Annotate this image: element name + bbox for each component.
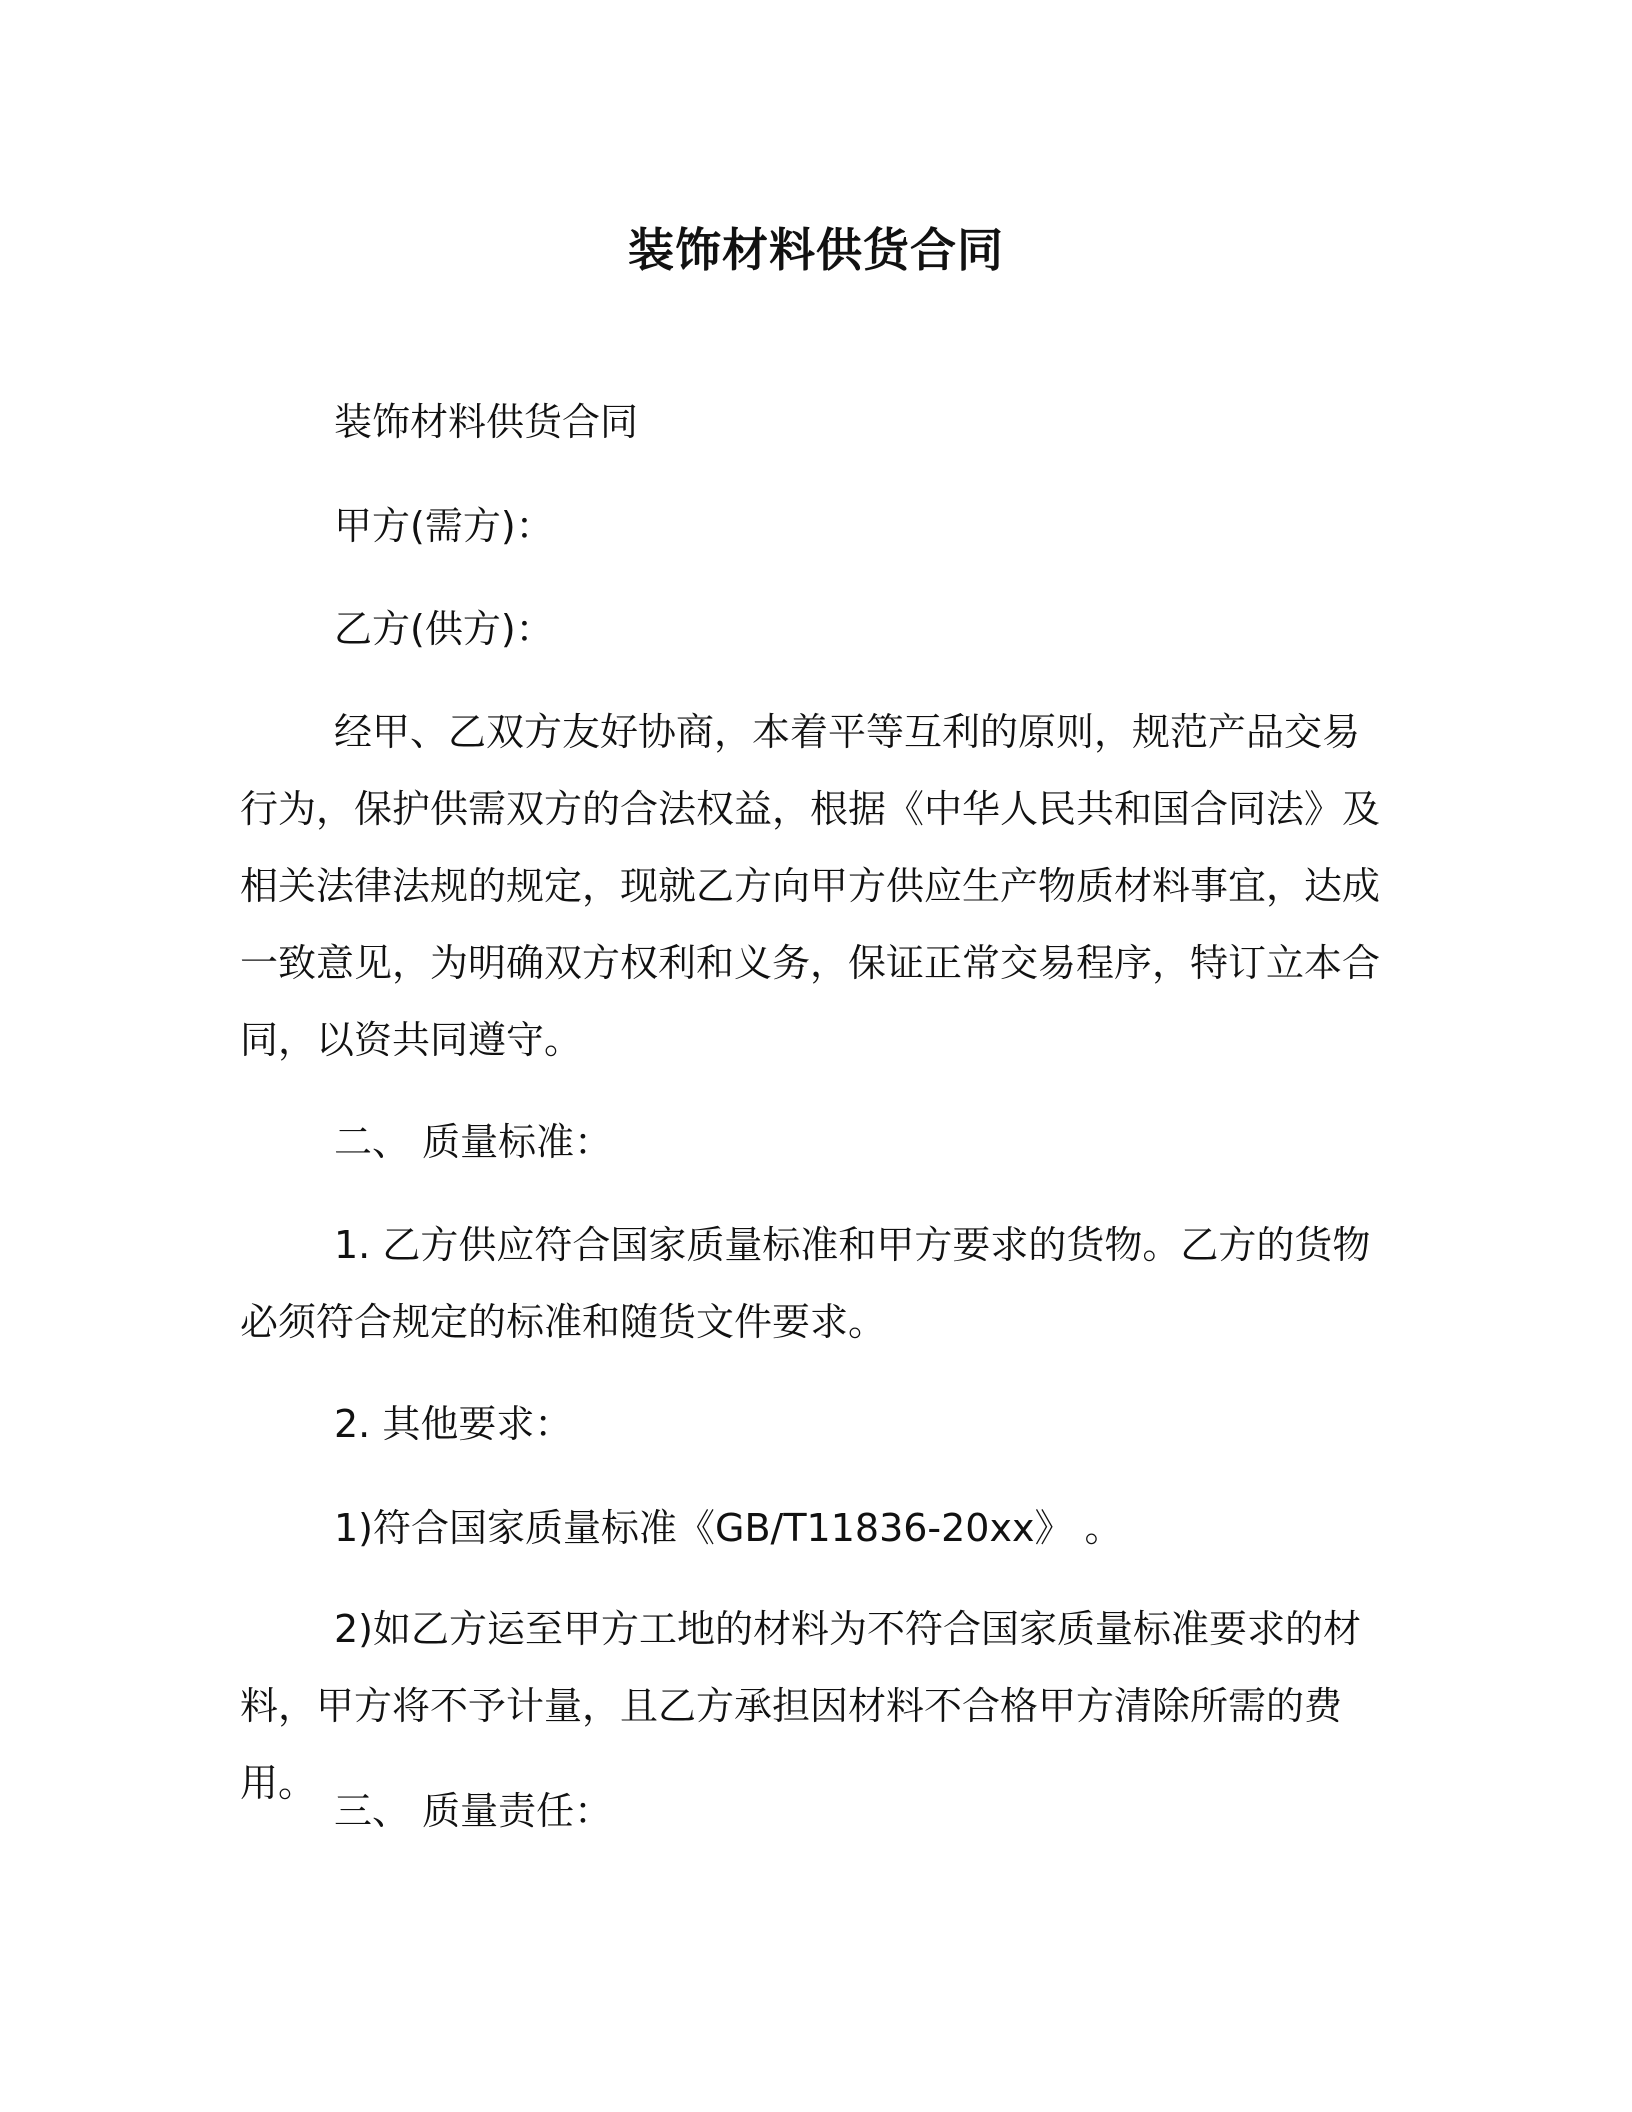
preamble-paragraph: 经甲、乙双方友好协商，本着平等互利的原则，规范产品交易行为，保护供需双方的合法权益，根据《中华人民共和国合同法》及相关法律法规的规定，现就乙方向甲方供应生产物质材料事宜，达成一致意见，为明确双方权利和义务，保证正常交易程序，特订立本合同，以资共同遵守。 (240, 710, 1381, 1062)
section-2-sub-1: 1)符合国家质量标准《GB/T11836-20xx》 。 (334, 1506, 1123, 1550)
contract-subtitle: 装饰材料供货合同 (334, 400, 639, 444)
party-a-line: 甲方(需方)： (334, 504, 554, 548)
document-title: 装饰材料供货合同 (628, 223, 1004, 277)
section-2-item-2: 2. 其他要求： (334, 1402, 573, 1446)
section-2-heading: 二、 质量标准： (334, 1120, 613, 1164)
section-3-heading: 三、 质量责任： (334, 1789, 613, 1833)
section-2-sub-2: 2)如乙方运至甲方工地的材料为不符合国家质量标准要求的材料，甲方将不予计量，且乙方承担因材料不合格甲方清除所需的费用。 (240, 1607, 1362, 1805)
section-2-item-1: 1. 乙方供应符合国家质量标准和甲方要求的货物。乙方的货物必须符合规定的标准和随货文件要求。 (240, 1223, 1371, 1344)
party-b-line: 乙方(供方)： (334, 607, 554, 651)
